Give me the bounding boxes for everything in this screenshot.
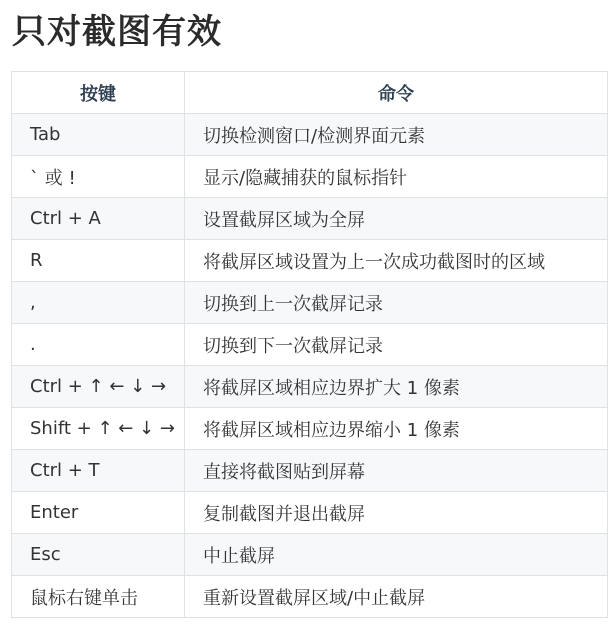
table-row xyxy=(12,156,608,198)
key-cell: Esc xyxy=(12,534,185,576)
command-cell: 重新设置截屏区域/中止截屏 xyxy=(185,576,608,618)
table-row xyxy=(12,534,608,576)
table-row xyxy=(12,114,608,156)
key-cell: Ctrl + A xyxy=(12,198,185,240)
table-row xyxy=(12,492,608,534)
key-cell: Enter xyxy=(12,492,185,534)
key-cell: , xyxy=(12,282,185,324)
page-title: 只对截图有效 xyxy=(12,12,222,52)
key-cell: 鼠标右键单击 xyxy=(12,576,185,618)
table-row xyxy=(12,366,608,408)
command-cell: 复制截图并退出截屏 xyxy=(185,492,608,534)
command-cell: 显示/隐藏捕获的鼠标指针 xyxy=(185,156,608,198)
header-key: 按键 xyxy=(12,72,185,114)
header-command: 命令 xyxy=(185,72,608,114)
table-row xyxy=(12,198,608,240)
command-cell: 将截屏区域相应边界缩小 1 像素 xyxy=(185,408,608,450)
command-cell: 切换到上一次截屏记录 xyxy=(185,282,608,324)
table-row xyxy=(12,240,608,282)
table-row xyxy=(12,576,608,618)
command-cell: 将截屏区域设置为上一次成功截图时的区域 xyxy=(185,240,608,282)
key-cell: Tab xyxy=(12,114,185,156)
command-cell: 直接将截图贴到屏幕 xyxy=(185,450,608,492)
command-cell: 中止截屏 xyxy=(185,534,608,576)
table-row xyxy=(12,282,608,324)
key-cell: Ctrl + T xyxy=(12,450,185,492)
key-cell: Ctrl + ↑ ← ↓ → xyxy=(12,366,185,408)
command-cell: 设置截屏区域为全屏 xyxy=(185,198,608,240)
table-row xyxy=(12,450,608,492)
command-cell: 切换检测窗口/检测界面元素 xyxy=(185,114,608,156)
shortcut-table xyxy=(11,71,608,618)
command-cell: 将截屏区域相应边界扩大 1 像素 xyxy=(185,366,608,408)
key-cell: ` 或 ! xyxy=(12,156,185,198)
table-row xyxy=(12,408,608,450)
command-cell: 切换到下一次截屏记录 xyxy=(185,324,608,366)
key-cell: R xyxy=(12,240,185,282)
table-header-row xyxy=(12,72,608,114)
key-cell: . xyxy=(12,324,185,366)
table-row xyxy=(12,324,608,366)
key-cell: Shift + ↑ ← ↓ → xyxy=(12,408,185,450)
